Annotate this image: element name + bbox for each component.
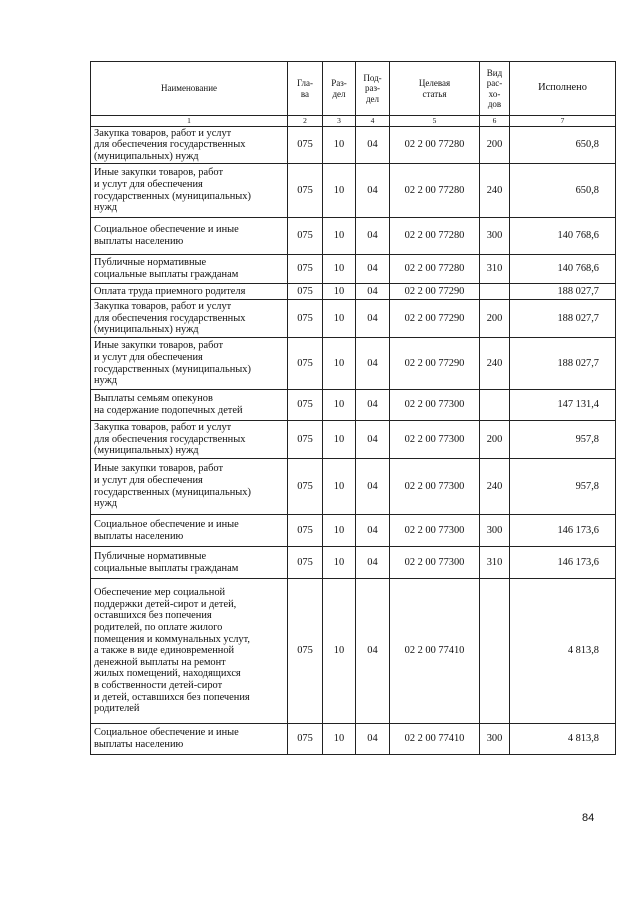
row-chapter: 075 xyxy=(288,421,323,459)
row-name: Социальное обеспечение и иные выплаты населению xyxy=(91,515,288,547)
column-number: 1 xyxy=(91,116,288,127)
table-row xyxy=(91,724,616,755)
row-section: 10 xyxy=(323,218,356,255)
table-row xyxy=(91,127,616,164)
row-expense-type: 300 xyxy=(480,515,510,547)
table-row xyxy=(91,547,616,579)
row-amount: 650,8 xyxy=(510,127,616,164)
row-expense-type: 300 xyxy=(480,218,510,255)
row-name: Выплаты семьям опекунов на содержание подопечных детей xyxy=(91,390,288,421)
row-name: Закупка товаров, работ и услут для обеспечения государственных (муниципальных) нужд xyxy=(91,421,288,459)
row-target: 02 2 00 77300 xyxy=(390,390,480,421)
column-number: 3 xyxy=(323,116,356,127)
row-section: 10 xyxy=(323,255,356,284)
row-target: 02 2 00 77300 xyxy=(390,421,480,459)
row-subsection: 04 xyxy=(356,218,390,255)
row-target: 02 2 00 77300 xyxy=(390,547,480,579)
table-header-row xyxy=(91,62,616,116)
row-subsection: 04 xyxy=(356,284,390,300)
row-amount: 650,8 xyxy=(510,164,616,218)
table-row xyxy=(91,164,616,218)
row-name: Обеспечение мер социальной поддержки детей-сирот и детей, оставшихся без попечения родителей, по оплате жилого помещения и коммунальных услут, а также в виде единовременной денежной выплаты на ремонт жилых помещений, находящихся в собственности детей-сирот и детей, оставшихся без попечения родителей xyxy=(91,579,288,724)
row-section: 10 xyxy=(323,338,356,390)
table-row xyxy=(91,579,616,724)
row-target: 02 2 00 77280 xyxy=(390,218,480,255)
row-expense-type: 200 xyxy=(480,127,510,164)
row-chapter: 075 xyxy=(288,284,323,300)
row-chapter: 075 xyxy=(288,300,323,338)
row-subsection: 04 xyxy=(356,300,390,338)
header-section: Раз- дел xyxy=(331,78,347,99)
row-subsection: 04 xyxy=(356,164,390,218)
row-target: 02 2 00 77300 xyxy=(390,459,480,515)
row-subsection: 04 xyxy=(356,390,390,421)
header-amount: Исполнено xyxy=(538,82,587,94)
row-expense-type: 240 xyxy=(480,338,510,390)
row-target: 02 2 00 77410 xyxy=(390,579,480,724)
row-chapter: 075 xyxy=(288,255,323,284)
row-name: Иные закупки товаров, работ и услут для обеспечения государственных (муниципальных) нужд xyxy=(91,459,288,515)
row-expense-type: 200 xyxy=(480,300,510,338)
row-expense-type xyxy=(480,284,510,300)
row-name: Оплата труда приемного родителя xyxy=(91,284,288,300)
table-row xyxy=(91,300,616,338)
row-section: 10 xyxy=(323,459,356,515)
row-name: Публичные нормативные социальные выплаты гражданам xyxy=(91,255,288,284)
row-amount: 147 131,4 xyxy=(510,390,616,421)
table-row xyxy=(91,390,616,421)
row-amount: 140 768,6 xyxy=(510,255,616,284)
row-chapter: 075 xyxy=(288,218,323,255)
header-chapter: Гла- ва xyxy=(296,78,313,99)
row-name: Иные закупки товаров, работ и услут для обеспечения государственных (муниципальных) нужд xyxy=(91,164,288,218)
row-subsection: 04 xyxy=(356,338,390,390)
row-expense-type xyxy=(480,579,510,724)
page-number: 84 xyxy=(582,812,595,824)
table-row xyxy=(91,515,616,547)
table-row xyxy=(91,284,616,300)
budget-table xyxy=(90,61,616,755)
row-expense-type xyxy=(480,390,510,421)
row-chapter: 075 xyxy=(288,459,323,515)
row-expense-type: 310 xyxy=(480,255,510,284)
row-chapter: 075 xyxy=(288,724,323,755)
row-target: 02 2 00 77290 xyxy=(390,284,480,300)
table-row xyxy=(91,459,616,515)
row-chapter: 075 xyxy=(288,515,323,547)
row-target: 02 2 00 77280 xyxy=(390,127,480,164)
row-subsection: 04 xyxy=(356,459,390,515)
row-name: Закупка товаров, работ и услут для обеспечения государственных (муниципальных) нужд xyxy=(91,300,288,338)
row-chapter: 075 xyxy=(288,338,323,390)
row-target: 02 2 00 77410 xyxy=(390,724,480,755)
row-amount: 957,8 xyxy=(510,459,616,515)
table-row xyxy=(91,338,616,390)
table-row xyxy=(91,218,616,255)
table-row xyxy=(91,421,616,459)
row-section: 10 xyxy=(323,579,356,724)
row-section: 10 xyxy=(323,724,356,755)
row-amount: 146 173,6 xyxy=(510,547,616,579)
header-expense-type: Вид рас- хо- дов xyxy=(486,67,503,109)
row-section: 10 xyxy=(323,421,356,459)
row-amount: 140 768,6 xyxy=(510,218,616,255)
row-amount: 188 027,7 xyxy=(510,338,616,390)
row-subsection: 04 xyxy=(356,579,390,724)
row-expense-type: 310 xyxy=(480,547,510,579)
row-subsection: 04 xyxy=(356,421,390,459)
row-section: 10 xyxy=(323,300,356,338)
column-number: 6 xyxy=(480,116,510,127)
row-name: Социальное обеспечение и иные выплаты населению xyxy=(91,218,288,255)
row-section: 10 xyxy=(323,164,356,218)
row-amount: 188 027,7 xyxy=(510,284,616,300)
row-section: 10 xyxy=(323,127,356,164)
row-target: 02 2 00 77290 xyxy=(390,338,480,390)
row-name: Публичные нормативные социальные выплаты гражданам xyxy=(91,547,288,579)
row-target: 02 2 00 77300 xyxy=(390,515,480,547)
column-number: 5 xyxy=(390,116,480,127)
row-amount: 188 027,7 xyxy=(510,300,616,338)
row-chapter: 075 xyxy=(288,127,323,164)
row-target: 02 2 00 77280 xyxy=(390,255,480,284)
row-name: Социальное обеспечение и иные выплаты населению xyxy=(91,724,288,755)
column-number: 4 xyxy=(356,116,390,127)
row-chapter: 075 xyxy=(288,164,323,218)
table-body xyxy=(91,127,616,755)
row-subsection: 04 xyxy=(356,547,390,579)
header-subsection: Под- раз- дел xyxy=(363,72,382,104)
row-amount: 4 813,8 xyxy=(510,579,616,724)
row-section: 10 xyxy=(323,284,356,300)
row-expense-type: 300 xyxy=(480,724,510,755)
row-section: 10 xyxy=(323,390,356,421)
row-chapter: 075 xyxy=(288,579,323,724)
row-name: Закупка товаров, работ и услут для обеспечения государственных (муниципальных) нужд xyxy=(91,127,288,164)
row-amount: 146 173,6 xyxy=(510,515,616,547)
row-amount: 4 813,8 xyxy=(510,724,616,755)
row-target: 02 2 00 77290 xyxy=(390,300,480,338)
row-chapter: 075 xyxy=(288,547,323,579)
header-name: Наименование xyxy=(160,83,218,94)
row-expense-type: 240 xyxy=(480,164,510,218)
column-number: 7 xyxy=(510,116,616,127)
row-section: 10 xyxy=(323,515,356,547)
header-target: Целевая статья xyxy=(418,78,451,99)
column-numbers-row xyxy=(91,116,616,127)
table-row xyxy=(91,255,616,284)
row-expense-type: 240 xyxy=(480,459,510,515)
row-subsection: 04 xyxy=(356,255,390,284)
row-chapter: 075 xyxy=(288,390,323,421)
row-expense-type: 200 xyxy=(480,421,510,459)
row-subsection: 04 xyxy=(356,127,390,164)
row-subsection: 04 xyxy=(356,515,390,547)
column-number: 2 xyxy=(288,116,323,127)
row-target: 02 2 00 77280 xyxy=(390,164,480,218)
row-subsection: 04 xyxy=(356,724,390,755)
row-name: Иные закупки товаров, работ и услут для обеспечения государственных (муниципальных) нужд xyxy=(91,338,288,390)
row-amount: 957,8 xyxy=(510,421,616,459)
row-section: 10 xyxy=(323,547,356,579)
